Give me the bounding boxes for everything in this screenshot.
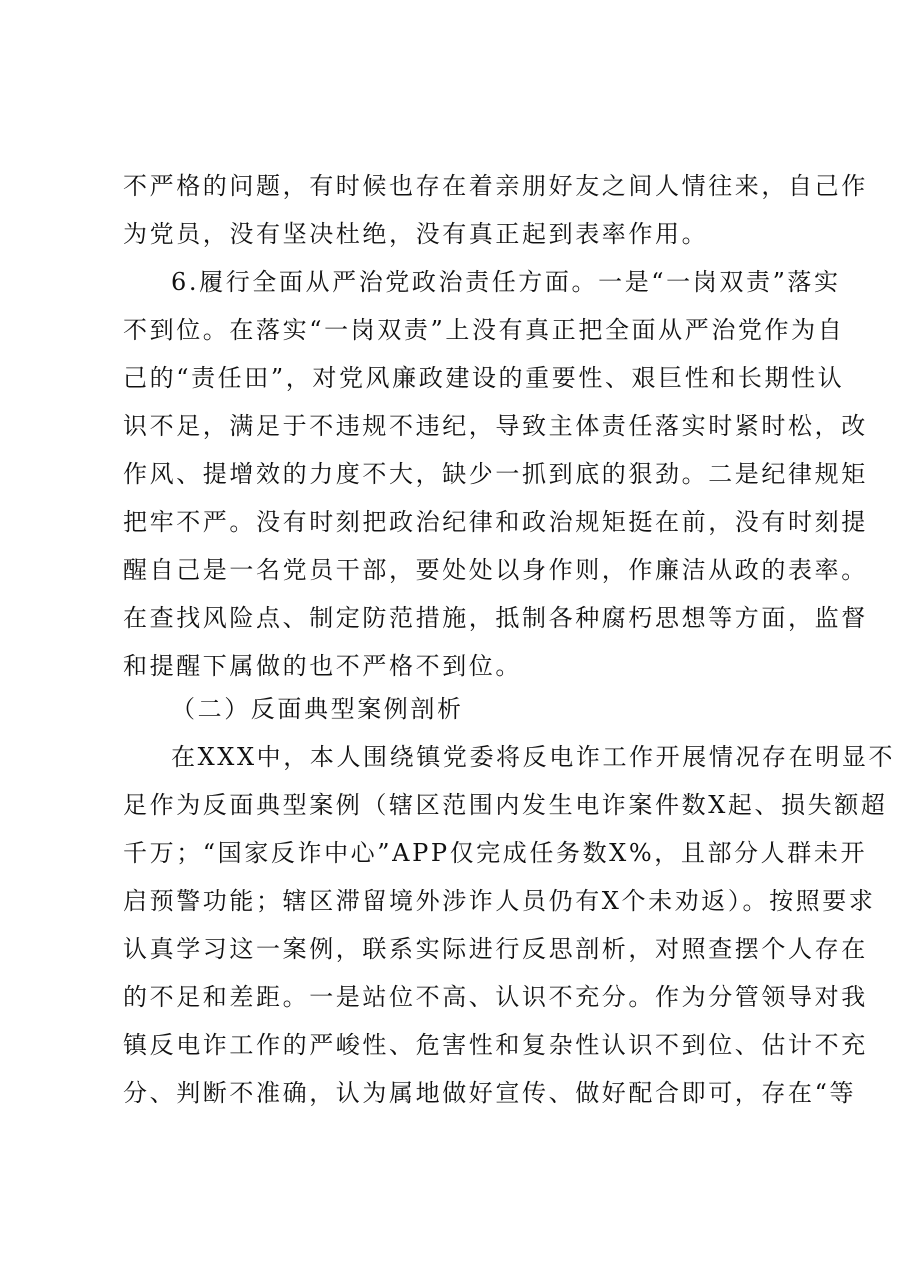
text-line: 足作为反面典型案例（辖区范围内发生电诈案件数X起、损失额超	[123, 791, 888, 819]
text-line: 作风、提增效的力度不大，缺少一抓到底的狠劲。二是纪律规矩	[123, 460, 868, 488]
text-line: 在查找风险点、制定防范措施，抵制各种腐朽思想等方面，监督	[123, 604, 868, 632]
text-line: 不严格的问题，有时候也存在着亲朋好友之间人情往来，自己作	[123, 172, 868, 200]
text-line: 千万；“国家反诈中心”APP仅完成任务数X%，且部分人群未开	[123, 839, 868, 867]
text-line: 把牢不严。没有时刻把政治纪律和政治规矩挺在前，没有时刻提	[123, 508, 868, 536]
paragraph-start-line: 在XXX中，本人围绕镇党委将反电诈工作开展情况存在明显不	[171, 743, 896, 771]
text-line: 为党员，没有坚决杜绝，没有真正起到表率作用。	[123, 220, 709, 248]
paragraph-start-line: 6.履行全面从严治党政治责任方面。一是“一岗双责”落实	[171, 268, 841, 296]
text-line: 己的“责任田”，对党风廉政建设的重要性、艰巨性和长期性认	[123, 364, 845, 392]
text-line: 认真学习这一案例，联系实际进行反思剖析，对照查摆个人存在	[123, 935, 868, 963]
text-line: 的不足和差距。一是站位不高、认识不充分。作为分管领导对我	[123, 983, 868, 1011]
text-line: 镇反电诈工作的严峻性、危害性和复杂性认识不到位、估计不充	[123, 1031, 868, 1059]
text-line: 和提醒下属做的也不严格不到位。	[123, 652, 522, 680]
text-line: 不到位。在落实“一岗双责”上没有真正把全面从严治党作为自	[123, 316, 845, 344]
text-line: 醒自己是一名党员干部，要处处以身作则，作廉洁从政的表率。	[123, 556, 868, 584]
text-line: 识不足，满足于不违规不违纪，导致主体责任落实时紧时松，改	[123, 412, 868, 440]
text-line: 分、判断不准确，认为属地做好宣传、做好配合即可，存在“等	[123, 1079, 857, 1107]
text-line: 启预警功能；辖区滞留境外涉诈人员仍有X个未劝返）。按照要求	[123, 887, 876, 915]
section-heading: （二）反面典型案例剖析	[171, 695, 464, 723]
